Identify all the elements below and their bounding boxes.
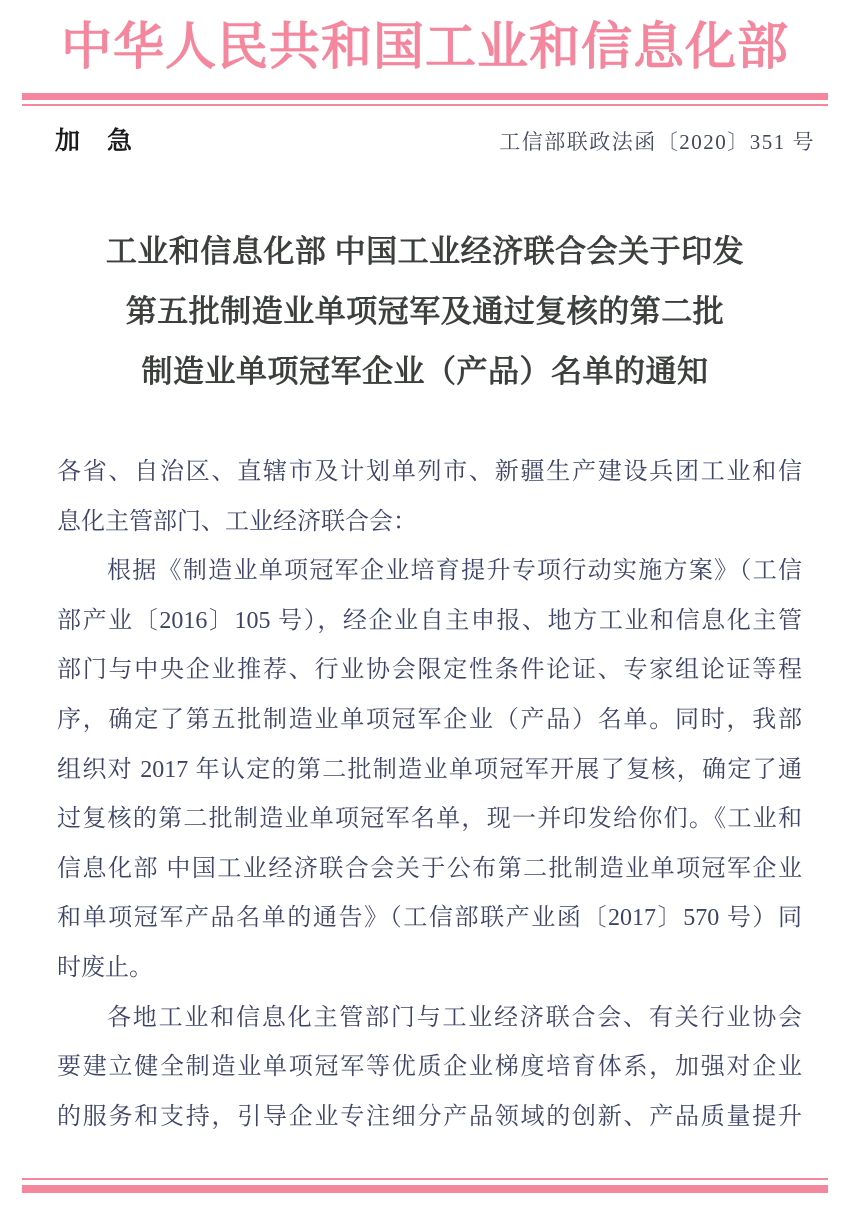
body-line: 根据《制造业单项冠军企业培育提升专项行动实施方案》（工信 [107, 558, 802, 585]
header-rule-thick [22, 93, 828, 100]
notice-title-line-2: 第五批制造业单项冠军及通过复核的第二批 [125, 294, 725, 329]
body-line: 各地工业和信息化主管部门与工业经济联合会、有关行业协会 [107, 1004, 802, 1031]
notice-title-line-3: 制造业单项冠军企业（产品）名单的通知 [141, 354, 709, 389]
body-line: 的服务和支持，引导企业专注细分产品领域的创新、产品质量提升 [57, 1103, 802, 1130]
meta-row [55, 121, 815, 157]
header-rule-thin [22, 104, 828, 106]
body-line: 序，确定了第五批制造业单项冠军企业（产品）名单。同时，我部 [57, 706, 802, 733]
document-number: 工信部联政法函〔2020〕351 号 [499, 130, 815, 154]
body-line: 部门与中央企业推荐、行业协会限定性条件论证、专家组论证等程 [57, 657, 802, 684]
body-line: 信息化部 中国工业经济联合会关于公布第二批制造业单项冠军企业 [57, 855, 802, 882]
notice-body [57, 448, 802, 1142]
ministry-masthead-title: 中华人民共和国工业和信息化部 [60, 17, 789, 77]
body-line: 过复核的第二批制造业单项冠军名单，现一并印发给你们。《工业和 [57, 806, 802, 833]
body-line: 和单项冠军产品名单的通告》（工信部联产业函〔2017〕570 号）同 [57, 905, 802, 932]
urgency-label: 加 急 [55, 127, 134, 155]
notice-title [40, 222, 810, 402]
footer-rule-thin [22, 1178, 828, 1180]
body-line: 各省、自治区、直辖市及计划单列市、新疆生产建设兵团工业和信 [57, 459, 802, 485]
notice-title-line-1: 工业和信息化部 中国工业经济联合会关于印发 [105, 234, 745, 269]
footer-rule-thick [22, 1185, 828, 1193]
body-line: 要建立健全制造业单项冠军等优质企业梯度培育体系，加强对企业 [57, 1054, 802, 1081]
body-line: 息化主管部门、工业经济联合会： [57, 508, 417, 535]
body-line: 时废止。 [57, 954, 153, 981]
body-line: 组织对 2017 年认定的第二批制造业单项冠军开展了复核，确定了通 [57, 756, 802, 783]
body-line: 部产业〔2016〕105 号），经企业自主申报、地方工业和信息化主管 [57, 607, 802, 634]
